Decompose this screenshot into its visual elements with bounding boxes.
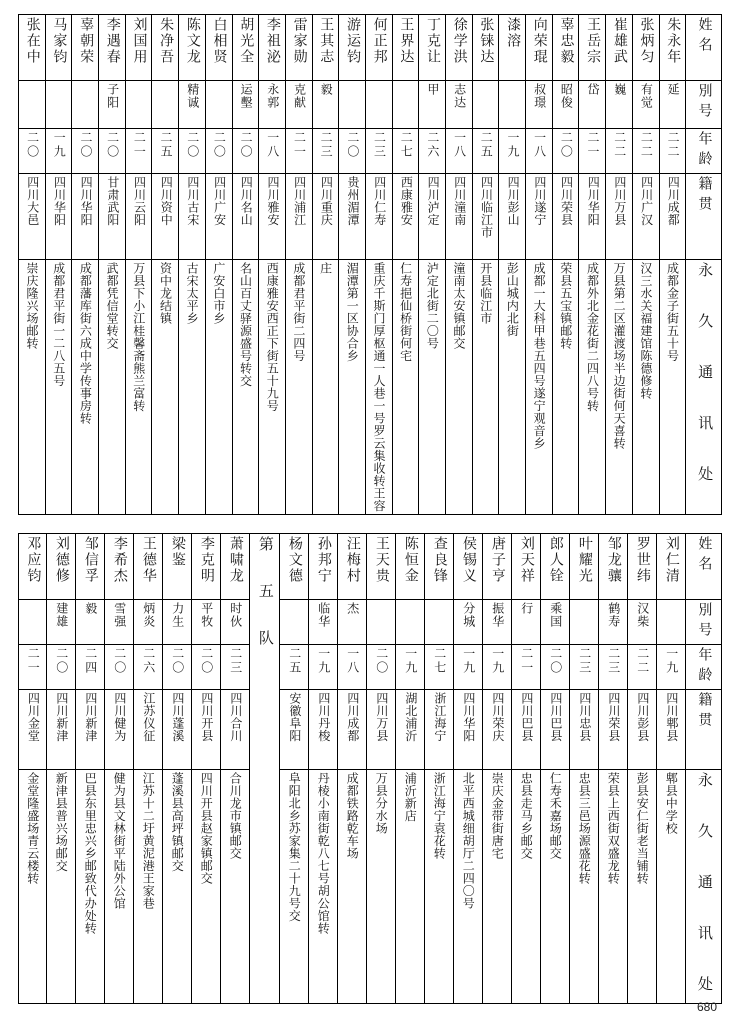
cell-name: 邓应钧 (19, 534, 47, 600)
cell-address: 忠县走马乡邮交 (512, 770, 541, 1004)
cell-name: 丁克让 (419, 15, 446, 81)
cell-age: 二四 (76, 645, 105, 690)
cell-age: 一九 (454, 645, 483, 690)
cell-name: 何正邦 (365, 15, 392, 81)
column-label-alias: 別号 (686, 81, 722, 129)
column-label-age: 年龄 (686, 645, 722, 690)
cell-native: 四川彭县 (628, 690, 657, 770)
cell-native: 四川仁寿 (365, 174, 392, 260)
cell-name: 邹龙骧 (599, 534, 628, 600)
cell-address: 万县第二区灌渡场半边街何天喜转 (606, 260, 633, 515)
cell-name: 刘天祥 (512, 534, 541, 600)
table-row-alias (19, 600, 722, 645)
cell-name: 王其志 (312, 15, 339, 81)
cell-alias: 巍 (606, 81, 633, 129)
cell-address: 成都金子街五十号 (659, 260, 686, 515)
cell-native: 四川巴县 (512, 690, 541, 770)
cell-age: 二一 (125, 129, 152, 174)
cell-native: 四川泸定 (419, 174, 446, 260)
table-row-address (19, 770, 722, 1004)
cell-native: 四川重庆 (312, 174, 339, 260)
cell-name: 孙邦宁 (309, 534, 338, 600)
cell-name: 胡光全 (232, 15, 259, 81)
cell-address: 武都凭信堂转交 (99, 260, 126, 515)
cell-address: 北平西城细胡厅二四〇号 (454, 770, 483, 1004)
cell-name: 李克明 (192, 534, 221, 600)
cell-address: 万县下小江桂馨斋熊兰富转 (125, 260, 152, 515)
cell-address: 资中龙结镇 (152, 260, 179, 515)
page-number: 680 (696, 1000, 717, 1014)
cell-address: 郫县中学校 (657, 770, 686, 1004)
cell-alias: 有觉 (632, 81, 659, 129)
column-label-native: 籍贯 (686, 174, 722, 260)
cell-native: 西康雅安 (392, 174, 419, 260)
cell-name: 唐子亨 (483, 534, 512, 600)
table-row-age (19, 129, 722, 174)
cell-name: 梁鉴 (163, 534, 192, 600)
cell-name: 张铼达 (472, 15, 499, 81)
cell-age: 二三 (312, 129, 339, 174)
cell-age: 二〇 (99, 129, 126, 174)
cell-age: 一九 (499, 129, 526, 174)
table-row-native-place (19, 174, 722, 260)
cell-address: 西康雅安西正下街五十九号 (259, 260, 286, 515)
cell-name: 王天贵 (367, 534, 396, 600)
table-row-name (19, 534, 722, 600)
cell-alias: 分城 (454, 600, 483, 645)
column-label-address: 永 久 通 讯 处 (686, 260, 722, 515)
cell-native: 四川成都 (659, 174, 686, 260)
cell-age: 二二 (659, 129, 686, 174)
cell-alias: 汉柴 (628, 600, 657, 645)
cell-native: 四川遂宁 (526, 174, 553, 260)
cell-name: 朱永年 (659, 15, 686, 81)
cell-name: 侯锡义 (454, 534, 483, 600)
cell-native: 四川华阳 (72, 174, 99, 260)
cell-address: 庄 (312, 260, 339, 515)
cell-native: 四川万县 (606, 174, 633, 260)
cell-name: 李祖泌 (259, 15, 286, 81)
cell-alias: 乘国 (541, 600, 570, 645)
cell-native: 四川荣庆 (483, 690, 512, 770)
cell-native: 四川忠县 (570, 690, 599, 770)
cell-alias: 炳炎 (134, 600, 163, 645)
cell-alias: 延 (659, 81, 686, 129)
cell-native: 贵州湄潭 (339, 174, 366, 260)
cell-native: 四川新津 (47, 690, 76, 770)
roster-table-1-wrapper (18, 14, 721, 515)
column-label-alias: 別号 (686, 600, 722, 645)
cell-native: 湖北浦沂 (396, 690, 425, 770)
cell-native: 四川新津 (76, 690, 105, 770)
column-label-name: 姓名 (686, 534, 722, 600)
cell-address: 仁寿禾嘉场邮交 (541, 770, 570, 1004)
cell-address: 健为县文林街平陆外公馆 (105, 770, 134, 1004)
cell-native: 四川潼南 (446, 174, 473, 260)
cell-address: 阜阳北乡苏家集二十九号交 (280, 770, 309, 1004)
cell-native: 四川资中 (152, 174, 179, 260)
cell-alias (280, 600, 309, 645)
cell-address: 万县分水场 (367, 770, 396, 1004)
cell-native: 四川成都 (338, 690, 367, 770)
cell-alias (19, 600, 47, 645)
cell-name: 漆溶 (499, 15, 526, 81)
cell-age: 二一 (512, 645, 541, 690)
cell-address: 名山百丈驿源盛号转交 (232, 260, 259, 515)
table-row-address (19, 260, 722, 515)
cell-address: 成都君平街一二八五号 (45, 260, 72, 515)
cell-name: 杨文德 (280, 534, 309, 600)
cell-name: 李遇春 (99, 15, 126, 81)
cell-address: 泸定北街二〇号 (419, 260, 446, 515)
cell-alias (392, 81, 419, 129)
cell-alias (570, 600, 599, 645)
cell-alias: 行 (512, 600, 541, 645)
group-label-cell: 第 五 队 (250, 534, 280, 1004)
cell-alias: 子阳 (99, 81, 126, 129)
cell-native: 四川大邑 (19, 174, 46, 260)
cell-alias (19, 81, 46, 129)
roster-table-2 (18, 533, 722, 1004)
table-row-name (19, 15, 722, 81)
cell-address: 成都一大科甲巷五四号遂宁观音乡 (526, 260, 553, 515)
cell-age: 二三 (365, 129, 392, 174)
cell-name: 陈恒金 (396, 534, 425, 600)
cell-alias (472, 81, 499, 129)
cell-age: 二二 (628, 645, 657, 690)
cell-address: 忠县三邑场源盛花转 (570, 770, 599, 1004)
cell-name: 游运钧 (339, 15, 366, 81)
cell-native: 四川彭山 (499, 174, 526, 260)
cell-age: 二五 (152, 129, 179, 174)
cell-address: 金堂隆盛场青云楼转 (19, 770, 47, 1004)
cell-age: 二七 (425, 645, 454, 690)
cell-native: 四川万县 (367, 690, 396, 770)
cell-age: 二〇 (72, 129, 99, 174)
cell-native: 四川丹梭 (309, 690, 338, 770)
cell-native: 四川荣县 (552, 174, 579, 260)
cell-native: 四川名山 (232, 174, 259, 260)
cell-address: 潼南太安镇邮交 (446, 260, 473, 515)
cell-native: 四川华阳 (45, 174, 72, 260)
cell-name: 李希杰 (105, 534, 134, 600)
cell-alias (499, 81, 526, 129)
cell-alias (657, 600, 686, 645)
cell-alias (152, 81, 179, 129)
cell-address: 合川龙市镇邮交 (221, 770, 250, 1004)
cell-age: 二〇 (179, 129, 206, 174)
cell-address: 崇庆隆兴场邮转 (19, 260, 46, 515)
cell-alias (45, 81, 72, 129)
cell-native: 浙江海宁 (425, 690, 454, 770)
cell-address: 仁寿挹仙桥街何宅 (392, 260, 419, 515)
cell-name: 刘德修 (47, 534, 76, 600)
cell-address: 荣县上西街双盛龙转 (599, 770, 628, 1004)
cell-name: 刘国用 (125, 15, 152, 81)
cell-address: 成都外北金花街二四八号转 (579, 260, 606, 515)
cell-name: 刘仁清 (657, 534, 686, 600)
cell-age: 一八 (526, 129, 553, 174)
cell-native: 四川开县 (192, 690, 221, 770)
cell-native: 四川广汉 (632, 174, 659, 260)
cell-native: 四川华阳 (454, 690, 483, 770)
cell-address: 江苏十二圩黄泥港王家巷 (134, 770, 163, 1004)
cell-name: 雷家勋 (285, 15, 312, 81)
cell-native: 甘肃武阳 (99, 174, 126, 260)
cell-name: 郎人铨 (541, 534, 570, 600)
cell-age: 二〇 (47, 645, 76, 690)
cell-name: 向荣琨 (526, 15, 553, 81)
cell-age: 二〇 (367, 645, 396, 690)
cell-address: 彭县安仁街老当铺转 (628, 770, 657, 1004)
cell-address: 重庆千斯门厚枢通一人巷一号罗云集收转王容 (365, 260, 392, 515)
cell-name: 王岳宗 (579, 15, 606, 81)
cell-alias: 力生 (163, 600, 192, 645)
cell-address: 蓬溪县高坪镇邮交 (163, 770, 192, 1004)
cell-name: 张在中 (19, 15, 46, 81)
cell-address: 成都藩库街六成中学传事房转 (72, 260, 99, 515)
cell-address: 彭山城内北街 (499, 260, 526, 515)
cell-alias: 平牧 (192, 600, 221, 645)
cell-native: 四川巴县 (541, 690, 570, 770)
table-row-alias (19, 81, 722, 129)
cell-name: 邹信孚 (76, 534, 105, 600)
cell-alias: 建雄 (47, 600, 76, 645)
cell-native: 四川健为 (105, 690, 134, 770)
cell-alias: 毅 (312, 81, 339, 129)
column-label-native: 籍贯 (686, 690, 722, 770)
cell-address: 湄潭第一区协合乡 (339, 260, 366, 515)
cell-age: 一八 (446, 129, 473, 174)
cell-age: 二〇 (339, 129, 366, 174)
cell-alias: 叔璟 (526, 81, 553, 129)
column-label-name: 姓名 (686, 15, 722, 81)
cell-address: 新津县普兴场邮交 (47, 770, 76, 1004)
cell-name: 王界达 (392, 15, 419, 81)
cell-alias: 岱 (579, 81, 606, 129)
cell-alias: 昭俊 (552, 81, 579, 129)
cell-name: 叶耀光 (570, 534, 599, 600)
cell-age: 一九 (309, 645, 338, 690)
cell-age: 二〇 (552, 129, 579, 174)
cell-age: 二三 (570, 645, 599, 690)
cell-name: 辜忠毅 (552, 15, 579, 81)
cell-alias: 志达 (446, 81, 473, 129)
cell-age: 一八 (259, 129, 286, 174)
cell-address: 成都铁路乾车场 (338, 770, 367, 1004)
cell-alias: 振华 (483, 600, 512, 645)
cell-name: 查良锋 (425, 534, 454, 600)
cell-alias: 运墼 (232, 81, 259, 129)
cell-age: 二〇 (205, 129, 232, 174)
table-row-age (19, 645, 722, 690)
cell-alias: 毅 (76, 600, 105, 645)
cell-alias: 临华 (309, 600, 338, 645)
cell-age: 二五 (280, 645, 309, 690)
cell-native: 四川金堂 (19, 690, 47, 770)
cell-address: 浙江海宁袁花转 (425, 770, 454, 1004)
cell-alias (72, 81, 99, 129)
cell-age: 二二 (632, 129, 659, 174)
cell-alias (367, 600, 396, 645)
roster-table-1 (18, 14, 722, 515)
cell-address: 荣县五宝镇邮转 (552, 260, 579, 515)
cell-native: 四川蓬溪 (163, 690, 192, 770)
cell-age: 一九 (657, 645, 686, 690)
cell-address: 巴县东里忠兴乡邮致代办处转 (76, 770, 105, 1004)
cell-age: 二三 (599, 645, 628, 690)
cell-name: 王德华 (134, 534, 163, 600)
cell-native: 四川雅安 (259, 174, 286, 260)
cell-alias: 克献 (285, 81, 312, 129)
cell-name: 陈文龙 (179, 15, 206, 81)
cell-age: 二〇 (192, 645, 221, 690)
cell-native: 四川古宋 (179, 174, 206, 260)
cell-name: 罗世纬 (628, 534, 657, 600)
cell-age: 一八 (338, 645, 367, 690)
cell-age: 一九 (45, 129, 72, 174)
cell-address: 浦沂新店 (396, 770, 425, 1004)
cell-address: 崇庆金带街唐宅 (483, 770, 512, 1004)
cell-alias (125, 81, 152, 129)
cell-native: 四川郫县 (657, 690, 686, 770)
cell-address: 汉三水关福建馆陈德修转 (632, 260, 659, 515)
cell-address: 古宋太平乡 (179, 260, 206, 515)
cell-age: 二〇 (541, 645, 570, 690)
cell-age: 二五 (472, 129, 499, 174)
cell-alias (365, 81, 392, 129)
cell-alias: 时伙 (221, 600, 250, 645)
table-row-native-place (19, 690, 722, 770)
cell-age: 二七 (392, 129, 419, 174)
cell-alias: 雪强 (105, 600, 134, 645)
cell-age: 二三 (221, 645, 250, 690)
cell-address: 开县临江市 (472, 260, 499, 515)
cell-age: 二六 (134, 645, 163, 690)
cell-age: 二〇 (105, 645, 134, 690)
cell-address: 丹棱小南街乾八七号胡公馆转 (309, 770, 338, 1004)
cell-address: 四川开县赵家镇邮交 (192, 770, 221, 1004)
cell-name: 汪梅村 (338, 534, 367, 600)
cell-address: 成都君平街二四号 (285, 260, 312, 515)
cell-age: 二二 (606, 129, 633, 174)
cell-native: 江苏仪征 (134, 690, 163, 770)
column-label-age: 年龄 (686, 129, 722, 174)
cell-native: 四川华阳 (579, 174, 606, 260)
cell-native: 四川广安 (205, 174, 232, 260)
cell-alias: 甲 (419, 81, 446, 129)
cell-alias (396, 600, 425, 645)
cell-alias: 精诚 (179, 81, 206, 129)
cell-name: 萧啸龙 (221, 534, 250, 600)
cell-age: 一九 (483, 645, 512, 690)
cell-native: 四川云阳 (125, 174, 152, 260)
cell-alias: 永郭 (259, 81, 286, 129)
cell-address: 广安白市乡 (205, 260, 232, 515)
cell-alias (339, 81, 366, 129)
cell-age: 二〇 (19, 129, 46, 174)
cell-name: 徐学洪 (446, 15, 473, 81)
cell-alias: 鹤寿 (599, 600, 628, 645)
cell-native: 四川荣县 (599, 690, 628, 770)
roster-table-2-wrapper (18, 533, 721, 1004)
cell-native: 四川浦江 (285, 174, 312, 260)
cell-name: 马家钧 (45, 15, 72, 81)
cell-name: 崔雄武 (606, 15, 633, 81)
cell-native: 四川临江市 (472, 174, 499, 260)
column-label-address: 永 久 通 讯 处 (686, 770, 722, 1004)
cell-age: 二一 (579, 129, 606, 174)
cell-alias (425, 600, 454, 645)
cell-name: 辜朝荣 (72, 15, 99, 81)
cell-alias: 杰 (338, 600, 367, 645)
cell-age: 二〇 (163, 645, 192, 690)
cell-age: 一九 (396, 645, 425, 690)
cell-name: 白相贤 (205, 15, 232, 81)
cell-age: 二〇 (232, 129, 259, 174)
cell-alias (205, 81, 232, 129)
cell-native: 安徽阜阳 (280, 690, 309, 770)
cell-age: 二六 (419, 129, 446, 174)
cell-name: 张炳匀 (632, 15, 659, 81)
cell-age: 二一 (285, 129, 312, 174)
cell-name: 朱净吾 (152, 15, 179, 81)
cell-native: 四川合川 (221, 690, 250, 770)
cell-age: 二一 (19, 645, 47, 690)
